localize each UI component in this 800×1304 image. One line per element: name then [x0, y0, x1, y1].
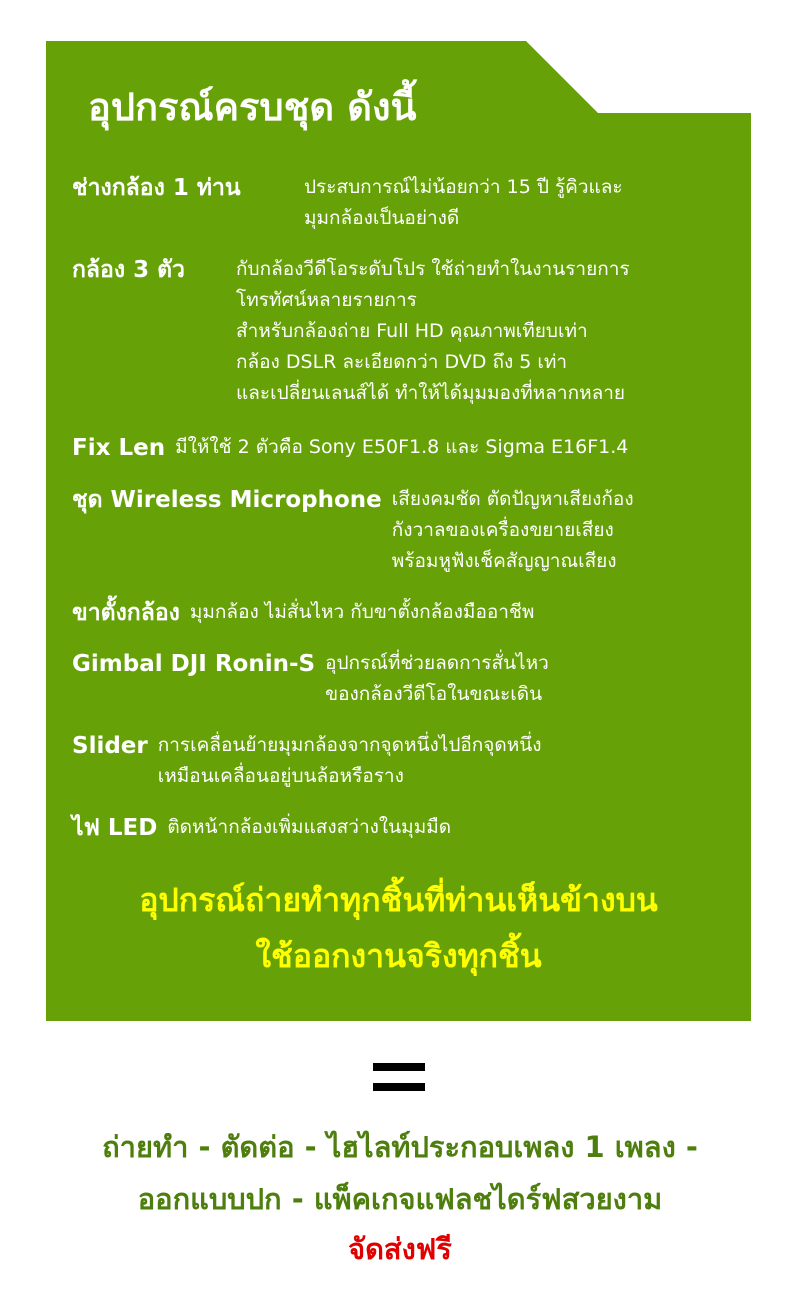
item-wireless-mic	[72, 484, 634, 577]
item-gimbal	[72, 648, 549, 710]
item-line: โทรทัศน์หลายรายการ	[236, 289, 417, 311]
item-description	[167, 812, 451, 843]
item-line: อุปกรณ์ที่ช่วยลดการสั่นไหว	[325, 652, 549, 674]
item-label: ชุด Wireless Microphone	[72, 487, 382, 513]
item-label: ขาตั้งกล้อง	[72, 600, 180, 626]
item-line: ประสบการณ์ไม่น้อยกว่า 15 ปี รู้คิวและ	[304, 176, 623, 198]
highlight-callout	[46, 872, 751, 984]
item-line: มุมกล้อง ไม่สั่นไหว กับขาตั้งกล้องมืออาชีพ	[189, 601, 535, 623]
item-label: Fix Len	[72, 435, 166, 461]
item-line: กล้อง DSLR ละเอียดกว่า DVD ถึง 5 เท่า	[236, 351, 568, 373]
item-line: เหมือนเคลื่อนอยู่บนล้อหรือราง	[157, 765, 404, 787]
item-cameras	[72, 254, 630, 409]
item-description	[392, 484, 634, 577]
item-tripod	[72, 597, 534, 629]
item-label: กล้อง 3 ตัว	[72, 257, 185, 283]
item-line: เสียงคมชัด ตัดปัญหาเสียงก้อง	[391, 488, 634, 510]
item-line: ติดหน้ากล้องเพิ่มแสงสว่างในมุมมืด	[167, 816, 452, 838]
footer-line: ออกแบบปก - แพ็คเกจแฟลชไดร์ฟสวยงาม	[137, 1182, 663, 1216]
item-line: กังวาลของเครื่องขยายเสียง	[391, 519, 614, 541]
free-shipping-text: จัดส่งฟรี	[348, 1232, 452, 1266]
item-line: กับกล้องวีดีโอระดับโปร ใช้ถ่ายทำในงานรายการ	[236, 258, 630, 280]
panel-title: อุปกรณ์ครบชุด ดังนี้	[88, 85, 417, 129]
item-line: และเปลี่ยนเลนส์ได้ ทำให้ได้มุมมองที่หลากหลาย	[236, 382, 626, 404]
item-line: การเคลื่อนย้ายมุมกล้องจากจุดหนึ่งไปอีกจุดหนึ่ง	[157, 734, 542, 756]
callout-line: อุปกรณ์ถ่ายทำทุกชิ้นที่ท่านเห็นข้างบน	[139, 881, 658, 919]
item-description	[175, 432, 628, 463]
item-description	[158, 730, 542, 792]
item-slider	[72, 730, 542, 792]
item-description	[304, 172, 623, 234]
equals-sign-icon	[373, 1063, 425, 1091]
item-line: สำหรับกล้องถ่าย Full HD คุณภาพเทียบเท่า	[236, 320, 588, 342]
item-description	[190, 597, 535, 628]
item-description	[236, 254, 630, 409]
callout-line: ใช้ออกงานจริงทุกชิ้น	[255, 937, 542, 975]
item-cameraman	[72, 172, 623, 234]
item-label: Gimbal DJI Ronin-S	[72, 651, 316, 677]
item-description	[325, 648, 549, 710]
item-line: พร้อมหูฟังเช็คสัญญาณเสียง	[391, 550, 617, 572]
item-label: Slider	[72, 733, 148, 759]
item-label: ไฟ LED	[72, 815, 158, 841]
item-line: มุมกล้องเป็นอย่างดี	[304, 207, 460, 229]
item-fix-len	[72, 432, 628, 464]
item-label: ช่างกล้อง 1 ท่าน	[72, 175, 241, 201]
footer-line: ถ่ายทำ - ตัดต่อ - ไฮไลท์ประกอบเพลง 1 เพลง -	[102, 1130, 698, 1164]
item-led-light	[72, 812, 451, 844]
item-line: ของกล้องวีดีโอในขณะเดิน	[325, 683, 543, 705]
item-line: มีให้ใช้ 2 ตัวคือ Sony E50F1.8 และ Sigma E16F1.4	[175, 436, 629, 458]
